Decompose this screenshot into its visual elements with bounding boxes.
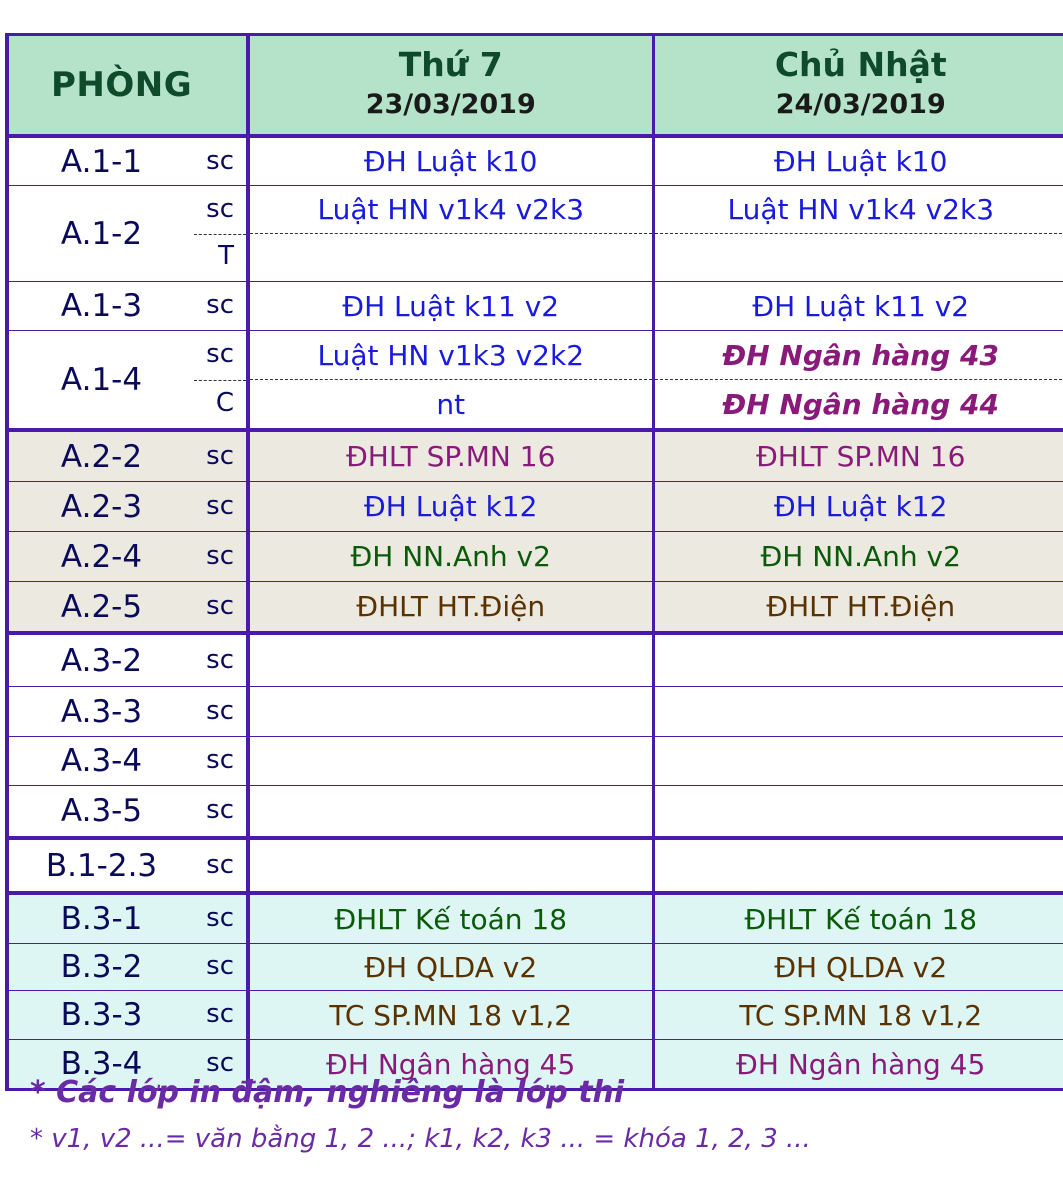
saturday-cell: [248, 991, 653, 1040]
table-row: [7, 136, 1063, 186]
sunday-column-header: [653, 35, 1063, 137]
table-row: [7, 633, 1063, 687]
saturday-cell: [248, 186, 653, 282]
room-cell: [7, 633, 248, 687]
saturday-cell: [248, 786, 653, 839]
sunday-cell: [653, 737, 1063, 786]
sunday-cell: [653, 633, 1063, 687]
room-column-header: [7, 35, 248, 137]
class-label: ĐH QLDA v2: [774, 950, 948, 984]
class-label: ĐH Ngân hàng 44: [722, 387, 999, 421]
class-label: ĐH Luật k11 v2: [342, 289, 560, 323]
table-row: [7, 582, 1063, 634]
class-label: ĐH Luật k11 v2: [752, 289, 970, 323]
class-label: ĐHLT HT.Điện: [766, 590, 956, 623]
room-name: B.3-4: [60, 1046, 143, 1082]
class-label: ĐH Ngân hàng 45: [326, 1047, 576, 1081]
saturday-cell: [248, 838, 653, 893]
room-cell: [7, 893, 248, 944]
room-cell: [7, 582, 248, 634]
session-label: sc: [206, 1048, 234, 1078]
class-label: ĐHLT SP.MN 16: [756, 440, 966, 473]
session-label: sc: [206, 590, 234, 621]
class-label: ĐH Luật k10: [364, 145, 538, 178]
session-label: sc: [206, 145, 234, 176]
saturday-cell: [248, 331, 653, 431]
class-label: ĐHLT HT.Điện: [356, 590, 546, 623]
sunday-cell: [653, 532, 1063, 582]
saturday-cell: [248, 482, 653, 532]
saturday-cell: [248, 893, 653, 944]
class-label: ĐH Luật k12: [774, 490, 948, 523]
table-row: [7, 282, 1063, 331]
sunday-cell: [653, 893, 1063, 944]
room-cell: [7, 282, 248, 331]
saturday-cell: [248, 944, 653, 991]
room-name: A.2-3: [60, 488, 143, 525]
room-cell: [7, 737, 248, 786]
saturday-cell: [248, 136, 653, 186]
sunday-cell: [653, 430, 1063, 482]
room-name: A.1-2: [60, 215, 143, 252]
session-label: sc: [206, 290, 234, 320]
room-name: B.3-1: [60, 901, 143, 937]
room-name: A.2-4: [60, 538, 143, 575]
saturday-cell: [248, 430, 653, 482]
session-label: sc: [206, 695, 234, 726]
room-name: B.3-2: [60, 949, 143, 985]
saturday-date: 23/03/2019: [365, 89, 536, 120]
sunday-cell: [653, 331, 1063, 431]
schedule-table: [5, 33, 1063, 1091]
room-cell: [7, 136, 248, 186]
table-row: [7, 737, 1063, 786]
room-name: A.1-3: [60, 288, 143, 324]
room-cell: [7, 838, 248, 893]
room-name: A.2-5: [60, 588, 143, 625]
session-label: sc: [206, 795, 234, 825]
sunday-name: Chủ Nhật: [774, 45, 947, 84]
class-label: ĐHLT Kế toán 18: [744, 902, 978, 936]
sunday-cell: [653, 482, 1063, 532]
table-row: [7, 944, 1063, 991]
sunday-cell: [653, 282, 1063, 331]
session-label: C: [215, 387, 234, 418]
room-name: A.3-4: [60, 743, 143, 779]
session-label: sc: [206, 951, 234, 981]
class-label: ĐH NN.Anh v2: [760, 540, 961, 573]
room-name: A.1-1: [60, 143, 143, 180]
session-label: sc: [206, 440, 234, 471]
sunday-cell: [653, 582, 1063, 634]
sunday-cell: [653, 1040, 1063, 1090]
saturday-cell: [248, 737, 653, 786]
class-label: Luật HN v1k4 v2k3: [317, 193, 585, 226]
saturday-cell: [248, 633, 653, 687]
table-row: [7, 532, 1063, 582]
note-abbreviations: * v1, v2 ...= văn bằng 1, 2 ...; k1, k2, k3 ... = khóa 1, 2, 3 ...: [30, 1124, 811, 1154]
room-name: A.3-3: [60, 693, 143, 730]
table-row: [7, 331, 1063, 431]
header-row: [7, 35, 1063, 137]
class-label: ĐH NN.Anh v2: [350, 540, 551, 573]
session-label: sc: [206, 193, 234, 224]
note-bold-italic: * Các lớp in đậm, nghiêng là lớp thi: [30, 1075, 625, 1110]
room-column-title: PHÒNG: [51, 65, 193, 105]
session-label: sc: [206, 903, 234, 933]
session-label: T: [218, 241, 234, 272]
room-name: B.3-3: [60, 997, 143, 1033]
class-label: Luật HN v1k3 v2k2: [317, 338, 585, 372]
table-row: [7, 186, 1063, 282]
class-label: TC SP.MN 18 v1,2: [329, 998, 573, 1032]
session-label: sc: [206, 999, 234, 1029]
saturday-cell: [248, 282, 653, 331]
class-label: ĐH Luật k12: [364, 490, 538, 523]
sunday-cell: [653, 838, 1063, 893]
table-row: [7, 838, 1063, 893]
session-divider: [194, 234, 246, 235]
sunday-cell: [653, 687, 1063, 737]
class-label: ĐHLT SP.MN 16: [346, 440, 556, 473]
table-row: [7, 482, 1063, 532]
room-cell: [7, 687, 248, 737]
session-label: sc: [206, 540, 234, 571]
session-label: sc: [206, 490, 234, 521]
room-cell: [7, 482, 248, 532]
sunday-cell: [653, 944, 1063, 991]
room-cell: [7, 430, 248, 482]
table-row: [7, 430, 1063, 482]
session-label: sc: [206, 644, 234, 675]
saturday-column-header: [248, 35, 653, 137]
schedule-body: [7, 136, 1063, 1090]
session-divider: [194, 380, 246, 381]
room-cell: [7, 331, 248, 431]
class-label: TC SP.MN 18 v1,2: [739, 998, 983, 1032]
room-cell: [7, 944, 248, 991]
class-label: ĐH Ngân hàng 45: [736, 1047, 986, 1081]
table-row: [7, 991, 1063, 1040]
saturday-cell: [248, 582, 653, 634]
class-label: ĐHLT Kế toán 18: [334, 902, 568, 936]
session-label: sc: [206, 849, 234, 880]
class-label: ĐH QLDA v2: [364, 950, 538, 984]
saturday-cell: [248, 532, 653, 582]
session-label: sc: [206, 339, 234, 370]
table-row: [7, 893, 1063, 944]
room-name: A.2-2: [60, 438, 143, 475]
room-name: A.3-2: [60, 642, 143, 679]
room-name: A.3-5: [60, 793, 143, 829]
room-cell: [7, 991, 248, 1040]
room-cell: [7, 186, 248, 282]
room-name: B.1-2.3: [45, 847, 158, 884]
class-label: Luật HN v1k4 v2k3: [727, 193, 995, 226]
sunday-date: 24/03/2019: [775, 89, 946, 120]
class-label: ĐH Ngân hàng 43: [722, 338, 999, 372]
table-row: [7, 687, 1063, 737]
room-cell: [7, 532, 248, 582]
class-label: nt: [436, 387, 466, 421]
sunday-cell: [653, 186, 1063, 282]
saturday-name: Thứ 7: [398, 45, 503, 84]
class-label: ĐH Luật k10: [774, 145, 948, 178]
room-name: A.1-4: [60, 361, 143, 398]
table-row: [7, 786, 1063, 839]
sunday-cell: [653, 991, 1063, 1040]
saturday-cell: [248, 687, 653, 737]
session-label: sc: [206, 745, 234, 775]
room-cell: [7, 786, 248, 839]
sunday-cell: [653, 786, 1063, 839]
sunday-cell: [653, 136, 1063, 186]
